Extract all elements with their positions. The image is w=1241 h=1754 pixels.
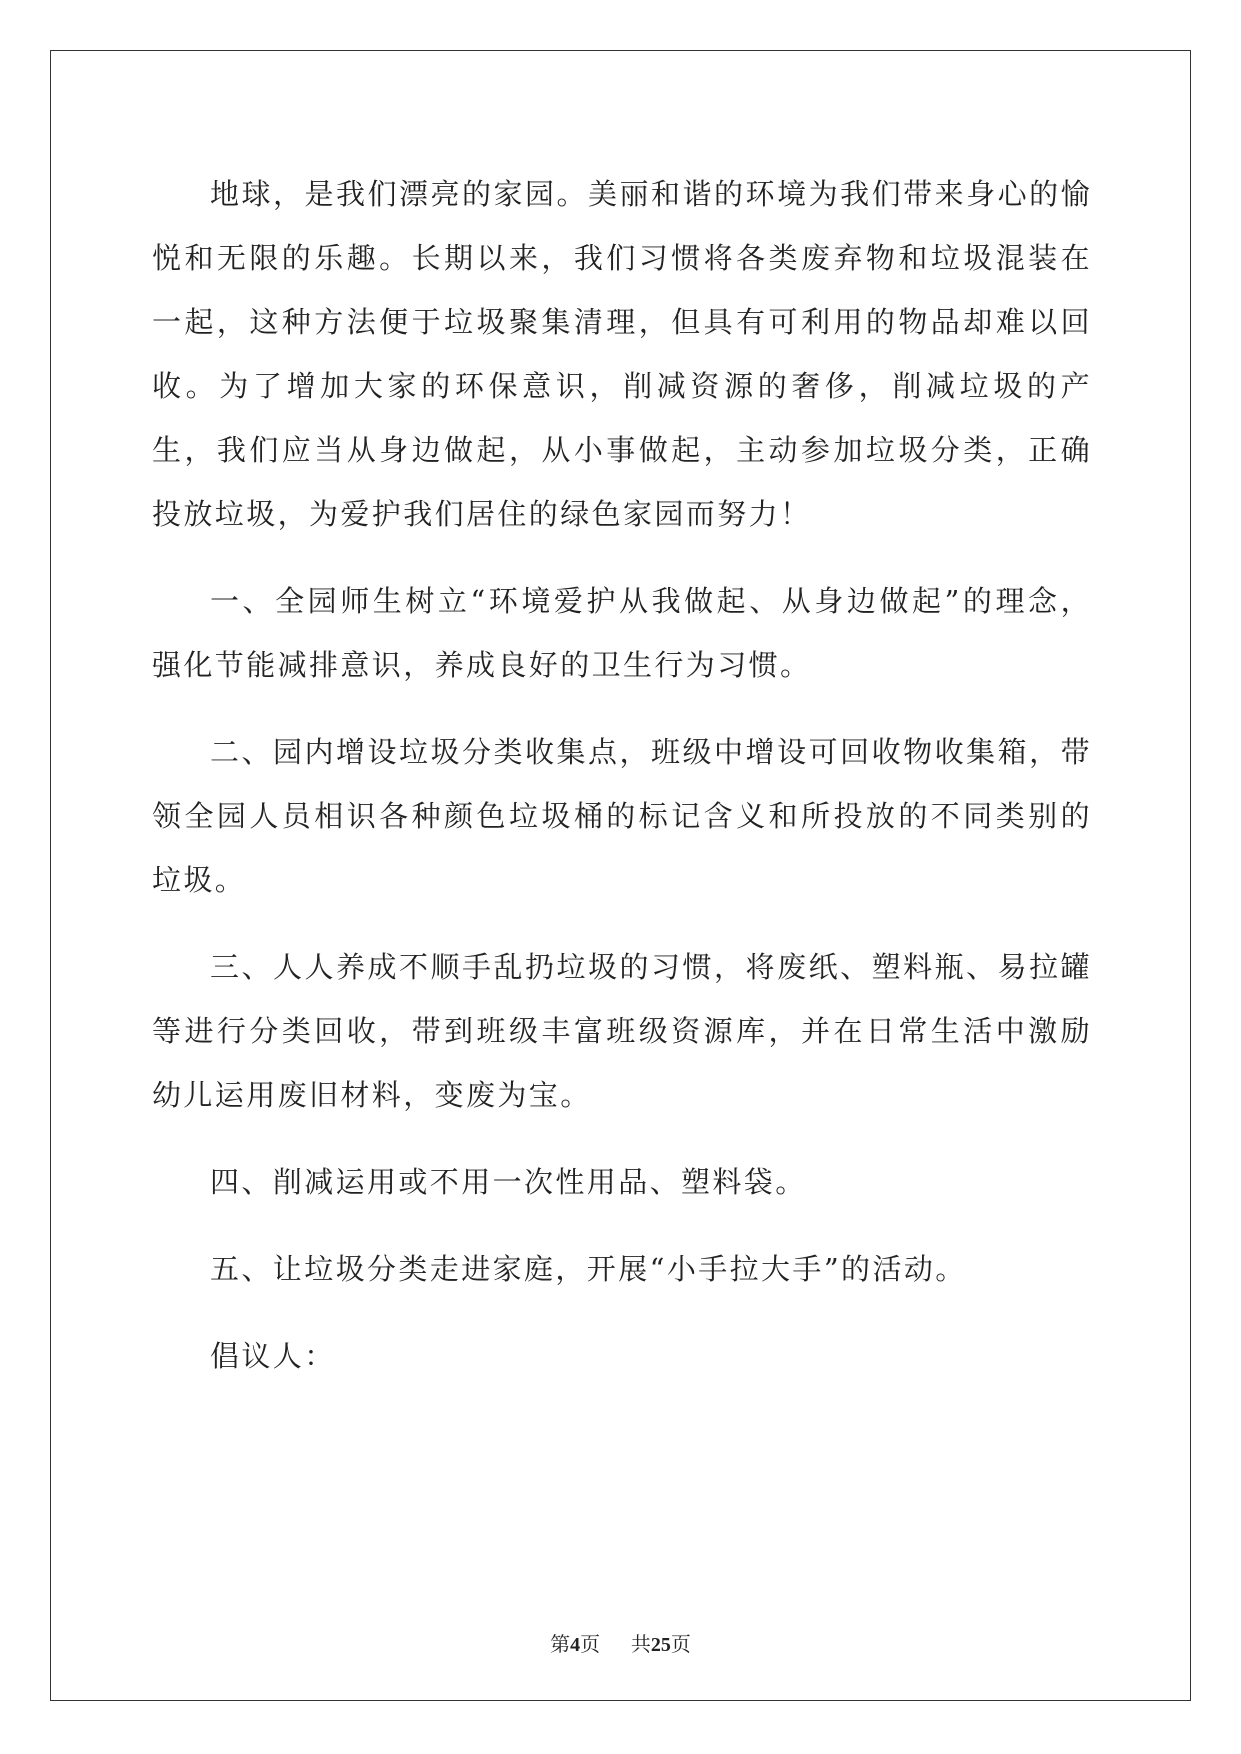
paragraph-item-1: 一、全园师生树立“环境爱护从我做起、从身边做起”的理念，强化节能减排意识，养成良好的卫生行为习惯。	[152, 584, 1092, 682]
paragraph-item-3: 三、人人养成不顺手乱扔垃圾的习惯，将废纸、塑料瓶、易拉罐等进行分类回收，带到班级丰富班级资源库，并在日常生活中激励幼儿运用废旧材料，变废为宝。	[152, 950, 1092, 1112]
document-body	[152, 162, 1092, 1411]
current-page-number: 4	[570, 1634, 581, 1656]
total-prefix: 共	[630, 1632, 651, 1656]
paragraph-item-2: 二、园内增设垃圾分类收集点，班级中增设可回收物收集箱，带领全园人员相识各种颜色垃圾桶的标记含义和所投放的不同类别的垃圾。	[152, 735, 1092, 897]
page-suffix: 页	[580, 1632, 601, 1656]
page-prefix: 第	[550, 1632, 571, 1656]
total-page-number: 25	[650, 1634, 671, 1656]
paragraph-item-4: 四、削减运用或不用一次性用品、塑料袋。	[210, 1165, 807, 1199]
paragraph-initiator: 倡议人：	[210, 1339, 336, 1373]
paragraph-intro: 地球，是我们漂亮的家园。美丽和谐的环境为我们带来身心的愉悦和无限的乐趣。长期以来，我们习惯将各类废弃物和垃圾混装在一起，这种方法便于垃圾聚集清理，但具有可利用的物品却难以回收。为了增加大家的环保意识，削减资源的奢侈，削减垃圾的产生，我们应当从身边做起，从小事做起，主动参加垃圾分类，正确投放垃圾，为爱护我们居住的绿色家园而努力！	[152, 177, 1092, 531]
page-footer	[0, 1630, 1241, 1659]
total-pages-label	[631, 1632, 691, 1656]
paragraph-item-5: 五、让垃圾分类走进家庭，开展“小手拉大手”的活动。	[210, 1252, 967, 1286]
page-number-label	[550, 1632, 606, 1656]
total-suffix: 页	[670, 1632, 691, 1656]
